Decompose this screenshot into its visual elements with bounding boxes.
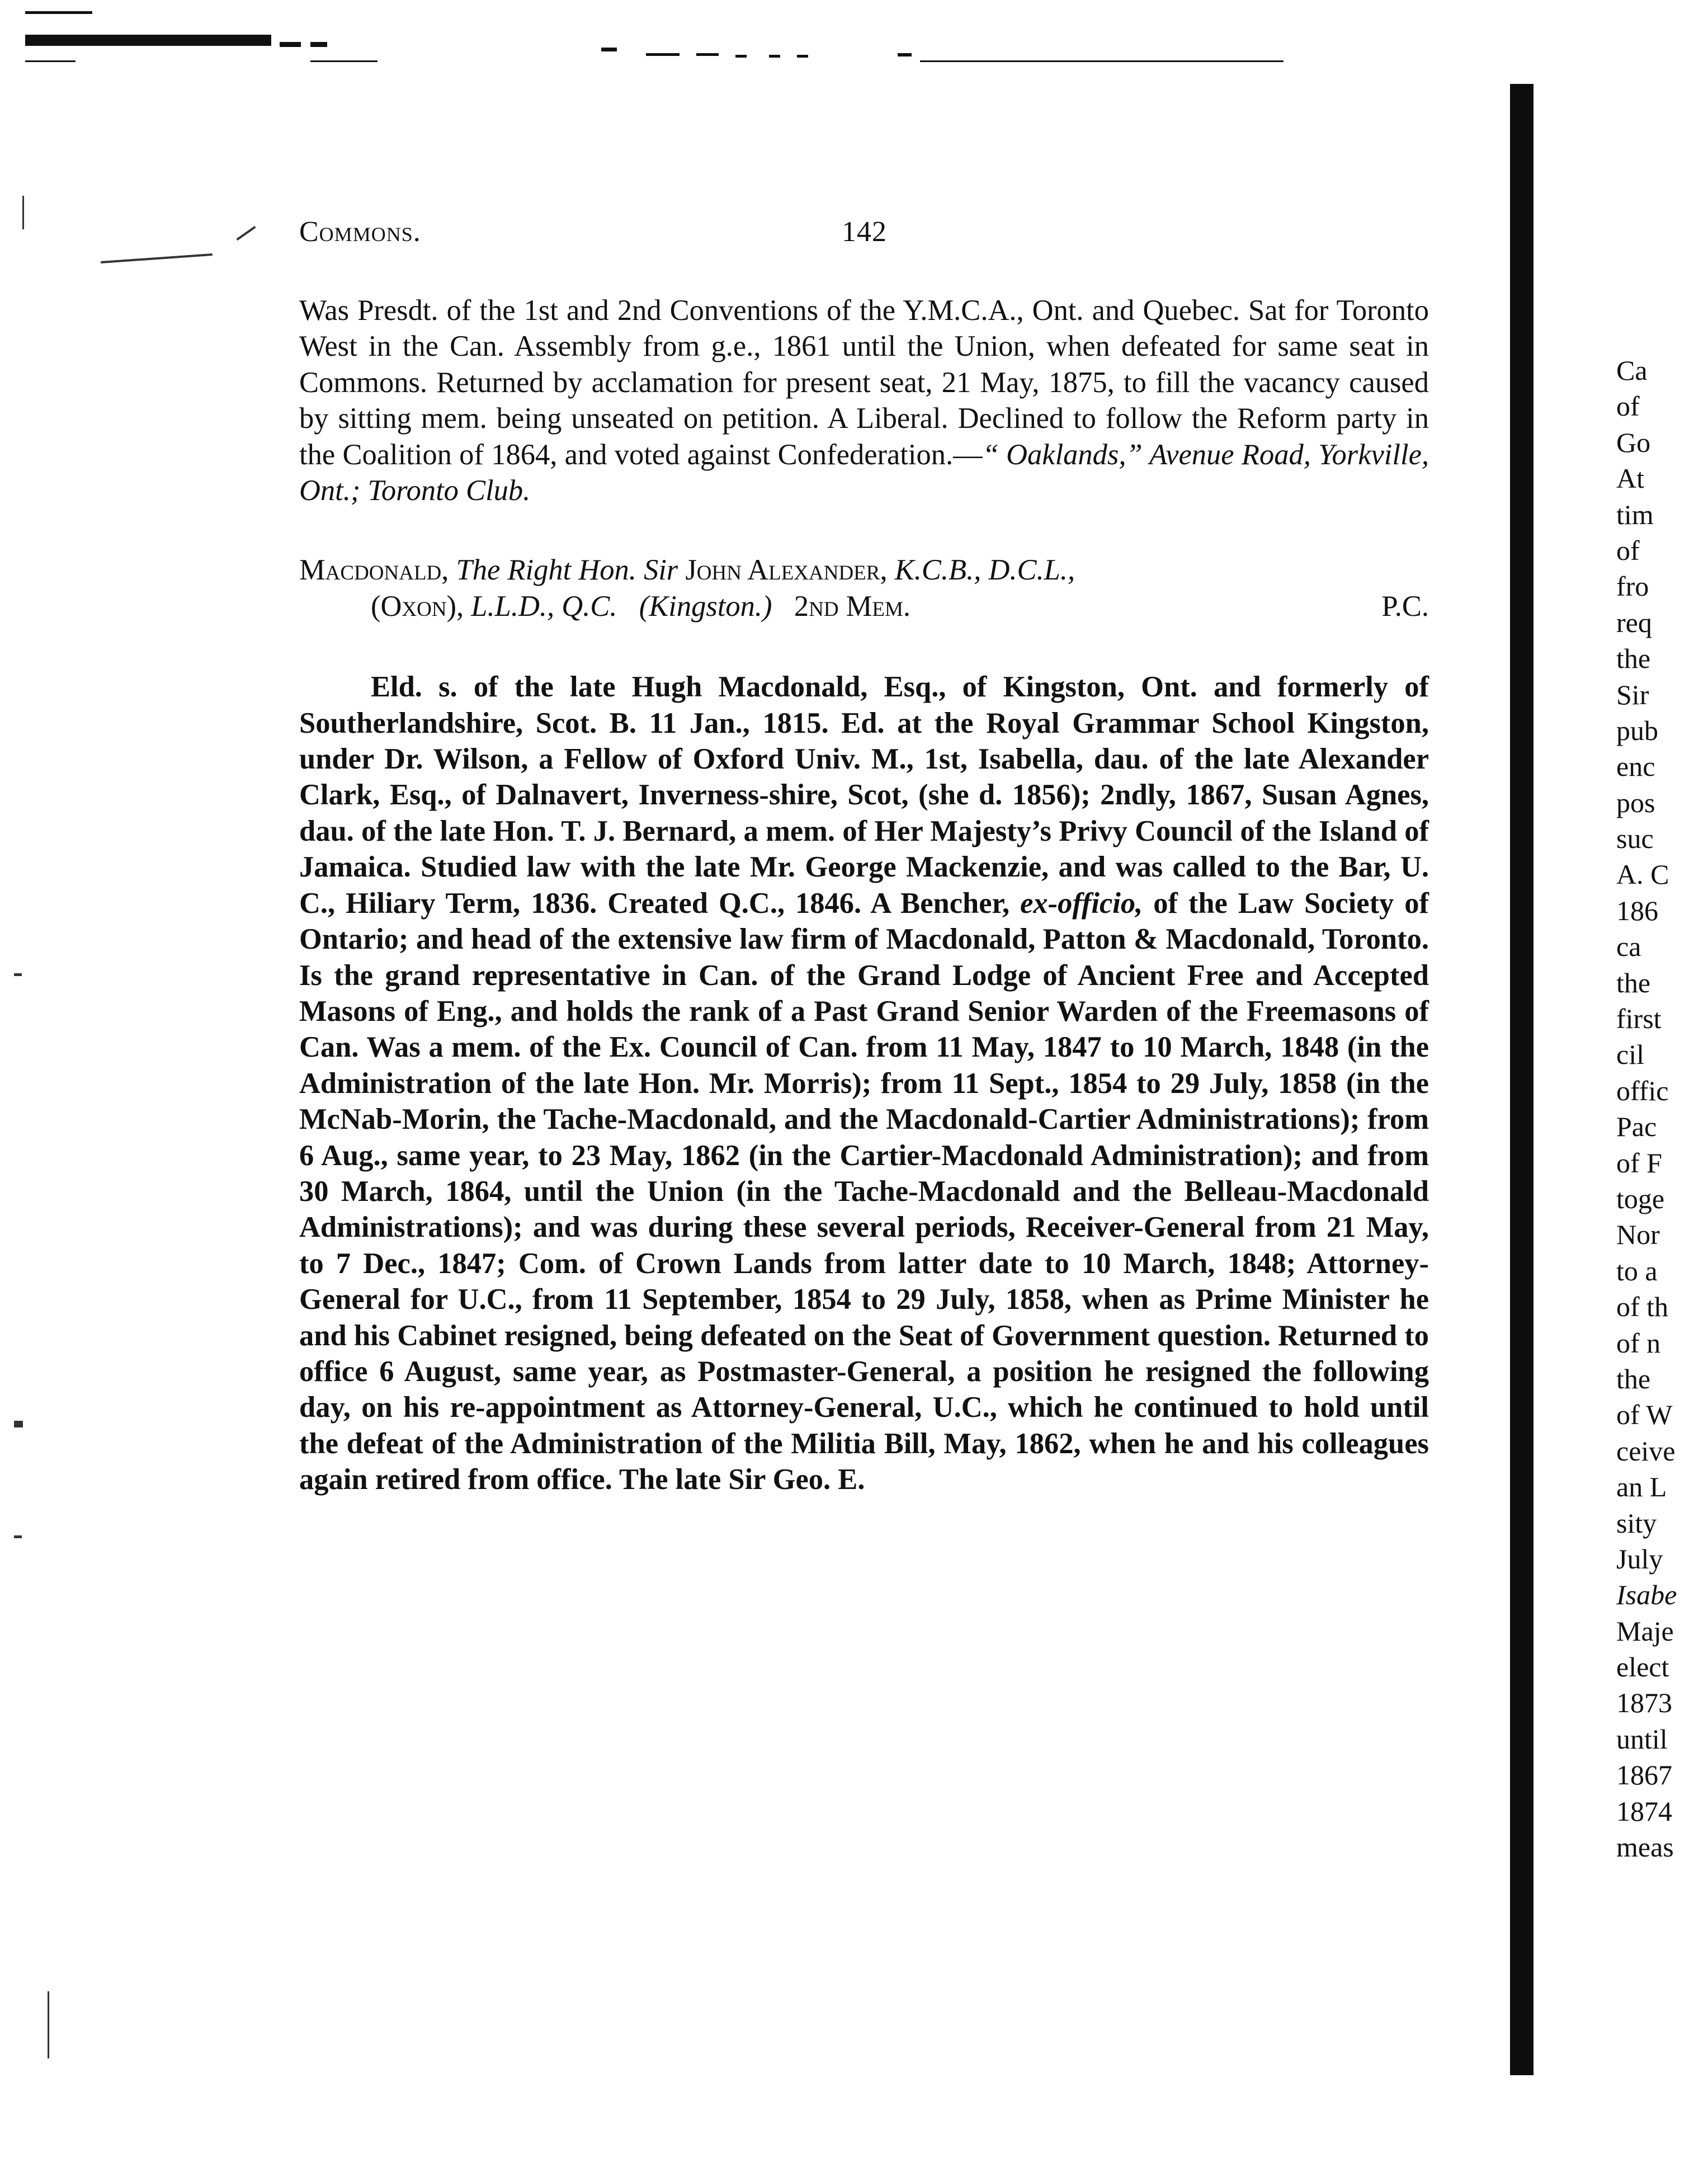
adjacent-fragment: Nor (1616, 1219, 1660, 1251)
adjacent-fragment: enc (1616, 751, 1655, 783)
adjacent-fragment: offic (1616, 1075, 1669, 1106)
margin-mark (22, 196, 24, 229)
adjacent-fragment: meas (1616, 1831, 1674, 1863)
entry-surname: Macdonald, (299, 554, 449, 587)
previous-entry-continuation (299, 293, 1429, 508)
adjacent-fragment: tim (1616, 498, 1654, 530)
adjacent-fragment: the (1616, 1363, 1651, 1394)
adjacent-fragment: elect (1616, 1651, 1669, 1683)
adjacent-fragment: Maje (1616, 1615, 1674, 1647)
adjacent-fragment: of (1616, 534, 1640, 566)
margin-mark (14, 1535, 22, 1538)
entry-constituency: (Kingston.) (639, 590, 772, 623)
margin-mark (236, 226, 256, 241)
adjacent-fragment: 1874 (1616, 1795, 1672, 1827)
adjacent-fragment: of th (1616, 1291, 1669, 1323)
margin-mark (48, 1991, 49, 2058)
adjacent-fragment: Go (1616, 426, 1651, 458)
adjacent-fragment: to a (1616, 1255, 1658, 1287)
adjacent-fragment: fro (1616, 571, 1649, 602)
adjacent-fragment: of F (1616, 1147, 1662, 1179)
section-title: Commons. (299, 216, 421, 248)
adjacent-fragment: of (1616, 390, 1640, 422)
entry-heading-line-1 (299, 552, 1429, 588)
adjacent-fragment: pub (1616, 714, 1658, 746)
entry-heading (299, 552, 1429, 624)
adjacent-fragment: 186 (1616, 894, 1658, 926)
entry-privy-council: P.C. (1381, 590, 1429, 623)
adjacent-fragment: pos (1616, 786, 1655, 818)
adjacent-fragment: of W (1616, 1399, 1673, 1431)
adjacent-fragment: req (1616, 606, 1652, 638)
running-head (299, 215, 1429, 260)
adjacent-fragment: 1873 (1616, 1687, 1672, 1719)
adjacent-fragment: an L (1616, 1471, 1667, 1503)
margin-mark (14, 1421, 23, 1427)
margin-mark (14, 973, 22, 976)
entry-degree-place: (Oxon), (371, 590, 464, 623)
entry-title: The Right Hon. Sir (456, 554, 678, 587)
entry-heading-line-2 (299, 588, 1429, 624)
entry-member-note: 2nd Mem. (794, 590, 911, 623)
page-number: 142 (842, 216, 887, 248)
adjacent-fragment: Isabe (1616, 1579, 1677, 1611)
adjacent-fragment: first (1616, 1003, 1662, 1035)
entry-other-degrees: L.L.D., Q.C. (471, 590, 617, 623)
adjacent-fragment: July (1616, 1543, 1663, 1575)
entry-biography-start: Eld. s. of the late Hugh Macdonald, Esq., of Kingston, Ont. and formerly of Southerlandshire, Scot. B. 11 Jan., 1815. Ed. at the Royal Grammar School Kingston, under Dr. Wilson, a Fellow of Oxford Univ. M., 1st, Isabella, dau. of the late Alexander Clark, Esq., of Dalnavert, Inverness-shire, Scot, (she d. 1856); 2ndly, 1867, Susan Agnes, dau. of the late Hon. T. J. Bernard, a mem. of Her Majesty’s Privy Council of the Island of Jamaica. Studied law with the late Mr. George Mackenzie, and was called to the Bar, U. C., Hiliary Term, 1836. Created Q.C., 1846. A Bencher, (299, 671, 1429, 920)
document-page (299, 215, 1429, 1498)
adjacent-fragment: of n (1616, 1327, 1661, 1359)
adjacent-fragment: Pac (1616, 1111, 1657, 1143)
entry-biography (299, 669, 1429, 1497)
adjacent-fragment: sity (1616, 1507, 1657, 1539)
previous-entry-address: “ Oaklands,” Avenue Road, Yorkville, Ont.; Toronto Club. (299, 438, 1429, 507)
adjacent-fragment: the (1616, 643, 1651, 675)
adjacent-fragment: Sir (1616, 678, 1649, 710)
adjacent-fragment: cil (1616, 1039, 1644, 1071)
entry-given-names: John Alexander, (685, 554, 888, 587)
entry-honours: K.C.B., D.C.L., (894, 554, 1075, 587)
adjacent-fragment: A. C (1616, 859, 1669, 890)
adjacent-fragment: toge (1616, 1182, 1665, 1214)
adjacent-fragment: the (1616, 967, 1651, 998)
adjacent-fragment: At (1616, 463, 1644, 494)
adjacent-fragment: until (1616, 1723, 1668, 1755)
page-gutter-shadow (1510, 84, 1534, 2075)
entry-biography-rest: of the Law Society of Ontario; and head of the extensive law firm of Macdonald, Patton & Macdonald, Toronto. Is the grand representative in Can. of the Grand Lodge of Ancient Free and Accepted Masons of Eng., and holds the rank of a Past Grand Senior Warden of the Freemasons of Can. Was a mem. of the Ex. Council of Can. from 11 May, 1847 to 10 March, 1848 (in the Administration of the late Hon. Mr. Morris); from 11 Sept., 1854 to 29 July, 1858 (in the McNab-Morin, the Tache-Macdonald, and the Macdonald-Cartier Administrations); from 6 Aug., same year, to 23 May, 1862 (in the Cartier-Macdonald Administration); and from 30 March, 1864, until the Union (in the Tache-Macdonald and the Belleau-Macdonald Administrations); and was during these several periods, Receiver-General from 21 May, to 7 Dec., 1847; Com. of Crown Lands from latter date to 10 March, 1848; Attorney-General for U.C., from 11 September, 1854 to 29 July, 1858, when as Prime Minister he and his Cabinet resigned, being defeated on the Seat of Government question. Returned to office 6 August, same year, as Postmaster-General, a position he resigned the following day, on his re-appointment as Attorney-General, U.C., which he continued to hold until the defeat of the Administration of the Militia Bill, May, 1862, when he and his colleagues again retired from office. The late Sir Geo. E. (299, 887, 1429, 1496)
entry-biography-italic: ex-officio, (1020, 887, 1143, 920)
adjacent-fragment: ca (1616, 931, 1641, 963)
adjacent-fragment: ceive (1616, 1435, 1676, 1467)
adjacent-fragment: suc (1616, 823, 1654, 855)
adjacent-page-fragments (1616, 352, 1706, 1865)
adjacent-fragment: Ca (1616, 355, 1648, 386)
scan-artifact-marks (25, 11, 1284, 73)
margin-mark (101, 253, 213, 263)
adjacent-fragment: 1867 (1616, 1759, 1672, 1791)
previous-entry-text: Was Presdt. of the 1st and 2nd Conventions of the Y.M.C.A., Ont. and Quebec. Sat for Toronto West in the Can. Assembly from g.e., 1861 until the Union, when defeated for same seat in Commons. Returned by acclamation for present seat, 21 May, 1875, to fill the vacancy caused by sitting mem. being unseated on petition. A Liberal. Declined to follow the Reform party in the Coalition of 1864, and voted against Confederation.— (299, 294, 1429, 471)
